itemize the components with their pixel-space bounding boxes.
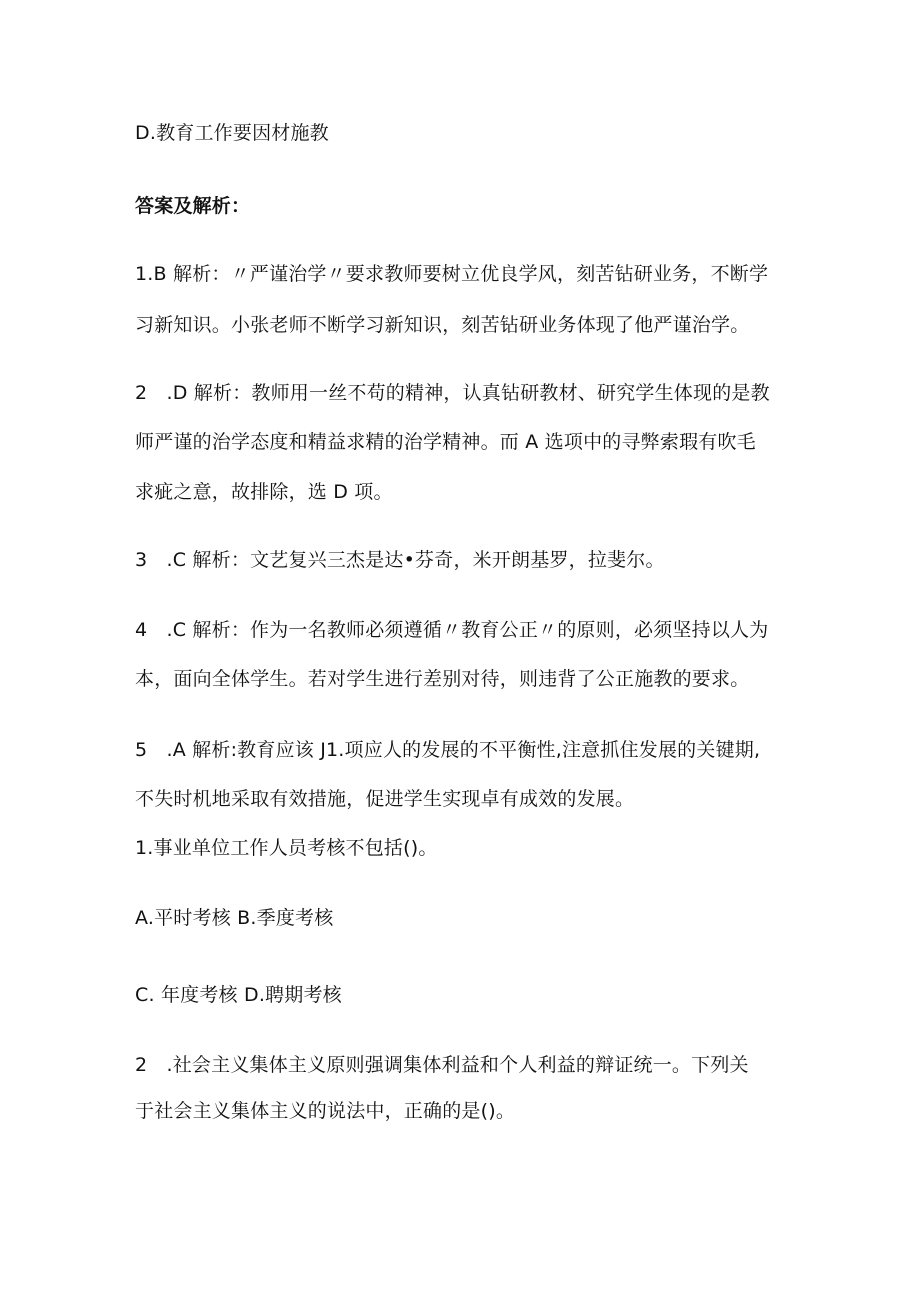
explanation-5-line-2: 不失时机地采取有效措施，促进学生实现卓有成效的发展。 (135, 788, 635, 810)
question-1-stem: 1.事业单位工作人员考核不包括()。 (135, 837, 438, 859)
answer-heading: 答案及解析： (135, 195, 251, 217)
explanation-1-line-1: 1.B 解析：〃严谨治学〃要求教师要树立优良学风，刻苦钻研业务，不断学 (135, 263, 769, 285)
explanation-1-line-2: 习新知识。小张老师不断学习新知识，刻苦钻研业务体现了他严谨治学。 (135, 314, 750, 336)
explanation-2-line-3: 求疵之意，故排除，选 D 项。 (135, 481, 393, 503)
question-1-options-cd: C. 年度考核 D.聘期考核 (135, 984, 342, 1006)
explanation-2-line-1: 2 .D 解析：教师用一丝不苟的精神，认真钻研教材、研究学生体现的是教 (135, 382, 770, 404)
explanation-3-line-1: 3 .C 解析：文艺复兴三杰是达•芬奇，米开朗基罗，拉斐尔。 (135, 549, 665, 571)
question-1-options-ab: A.平时考核 B.季度考核 (135, 907, 334, 929)
question-2-stem-line-2: 于社会主义集体主义的说法中，正确的是()。 (135, 1100, 516, 1122)
option-d-line: D.教育工作要因材施教 (135, 122, 329, 144)
explanation-4-line-2: 本，面向全体学生。若对学生进行差别对待，则违背了公正施教的要求。 (135, 668, 750, 690)
question-2-stem-line-1: 2 .社会主义集体主义原则强调集体利益和个人利益的辩证统一。下列关 (135, 1054, 749, 1076)
explanation-5-line-1: 5 .A 解析:教育应该 J1.项应人的发展的不平衡性,注意抓住发展的关键期, (135, 739, 761, 761)
explanation-2-line-2: 师严谨的治学态度和精益求精的治学精神。而 A 选项中的寻弊索瑕有吹毛 (135, 431, 756, 453)
explanation-4-line-1: 4 .C 解析：作为一名教师必须遵循〃教育公正〃的原则，必须坚持以人为 (135, 619, 769, 641)
